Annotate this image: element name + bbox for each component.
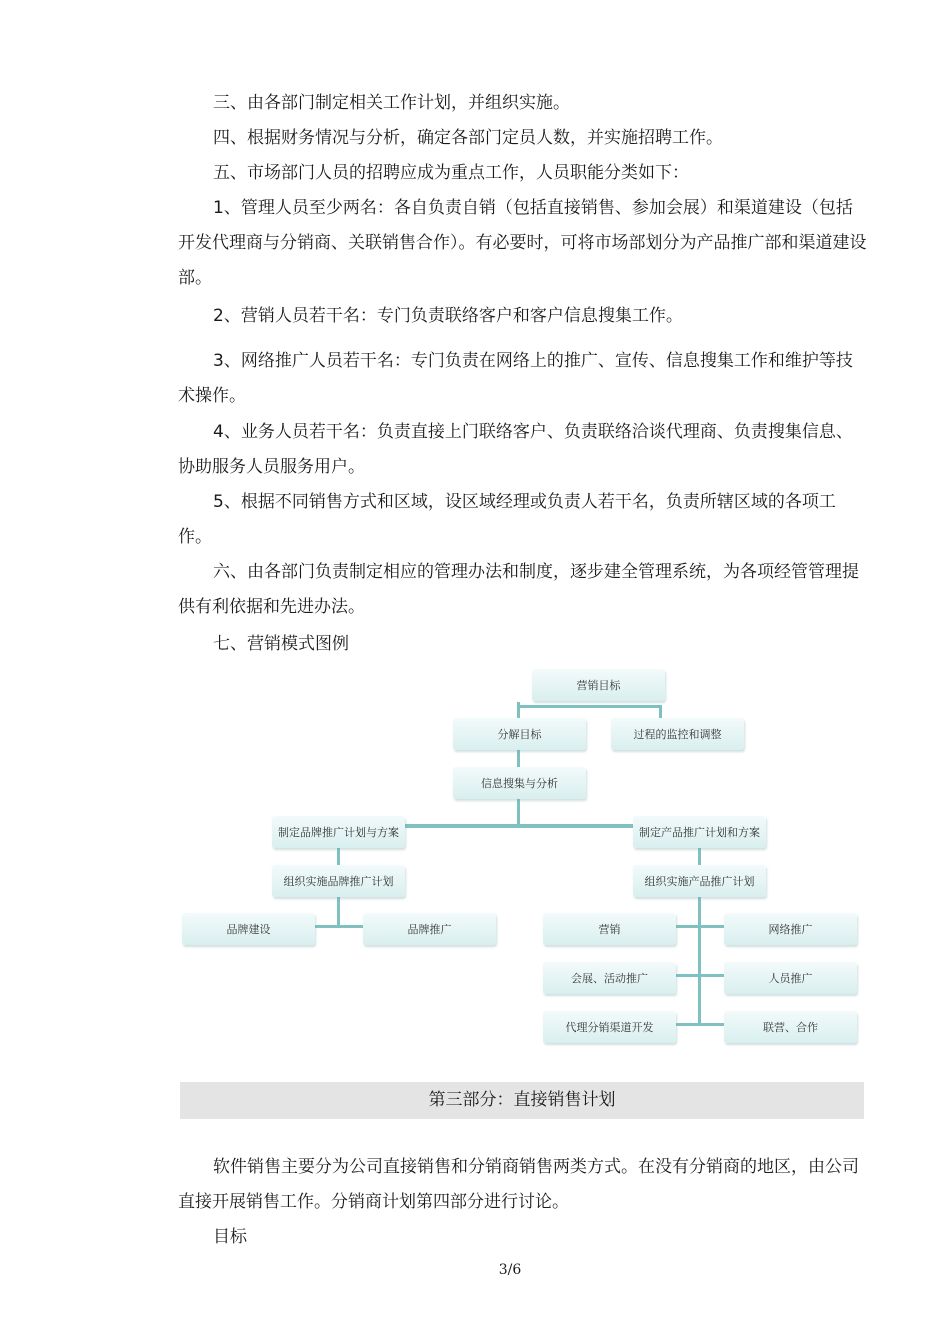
node-online-promo: 网络推广: [724, 913, 857, 945]
paragraph-role-2: 2、营销人员若干名：专门负责联络客户和客户信息搜集工作。: [213, 306, 683, 326]
node-staff-promo: 人员推广: [724, 962, 857, 994]
paragraph-item-6: 六、由各部门负责制定相应的管理办法和制度，逐步建全管理系统，为各项经管管理提供有利依据和先进办法。: [178, 562, 859, 617]
paragraph-item-4: 四、根据财务情况与分析，确定各部门定员人数，并实施招聘工作。: [213, 128, 723, 148]
node-alliance: 联营、合作: [724, 1011, 857, 1043]
paragraph-role-3: 3、网络推广人员若干名：专门负责在网络上的推广、宣传、信息搜集工作和维护等技术操作。: [178, 351, 853, 406]
node-product-impl: 组织实施产品推广计划: [633, 865, 766, 897]
paragraph-role-5: 5、根据不同销售方式和区域，设区域经理或负责人若干名，负责所辖区域的各项工作。: [178, 492, 836, 547]
section-title: 第三部分：直接销售计划: [180, 1082, 864, 1119]
paragraph-role-4: 4、业务人员若干名：负责直接上门联络客户、负责联络洽谈代理商、负责搜集信息、协助服务人员服务用户。: [178, 422, 853, 477]
node-info-analysis: 信息搜集与分析: [453, 767, 586, 799]
node-marketing-goal: 营销目标: [532, 669, 665, 701]
node-product-plan: 制定产品推广计划和方案: [633, 816, 766, 848]
connector: [676, 925, 724, 928]
node-monitor-adjust: 过程的监控和调整: [611, 718, 744, 750]
node-marketing: 营销: [543, 913, 676, 945]
connector: [676, 1023, 724, 1026]
page-number: 3/6: [498, 1262, 522, 1278]
paragraph-goal: 目标: [213, 1227, 247, 1247]
paragraph-item-3: 三、由各部门制定相关工作计划，并组织实施。: [213, 93, 570, 113]
node-brand-plan: 制定品牌推广计划与方案: [272, 816, 405, 848]
paragraph-role-1: 1、管理人员至少两名：各自负责自销（包括直接销售、参加会展）和渠道建设（包括开发代理商与分销商、关联销售合作）。有必要时，可将市场部划分为产品推广部和渠道建设部。: [178, 198, 867, 288]
node-brand-promo: 品牌推广: [363, 913, 496, 945]
paragraph-direct-sales: 软件销售主要分为公司直接销售和分销商销售两类方式。在没有分销商的地区，由公司直接开展销售工作。分销商计划第四部分进行讨论。: [178, 1157, 859, 1212]
node-agent-channel: 代理分销渠道开发: [543, 1011, 676, 1043]
connector: [659, 705, 662, 719]
node-decompose-goal: 分解目标: [453, 718, 586, 750]
paragraph-item-5: 五、市场部门人员的招聘应成为重点工作，人员职能分类如下：: [213, 163, 689, 183]
paragraph-item-7: 七、营销模式图例: [213, 634, 349, 654]
connector: [517, 705, 662, 708]
node-brand-build: 品牌建设: [182, 913, 315, 945]
connector: [676, 974, 724, 977]
node-expo-promo: 会展、活动推广: [543, 962, 676, 994]
node-brand-impl: 组织实施品牌推广计划: [272, 865, 405, 897]
